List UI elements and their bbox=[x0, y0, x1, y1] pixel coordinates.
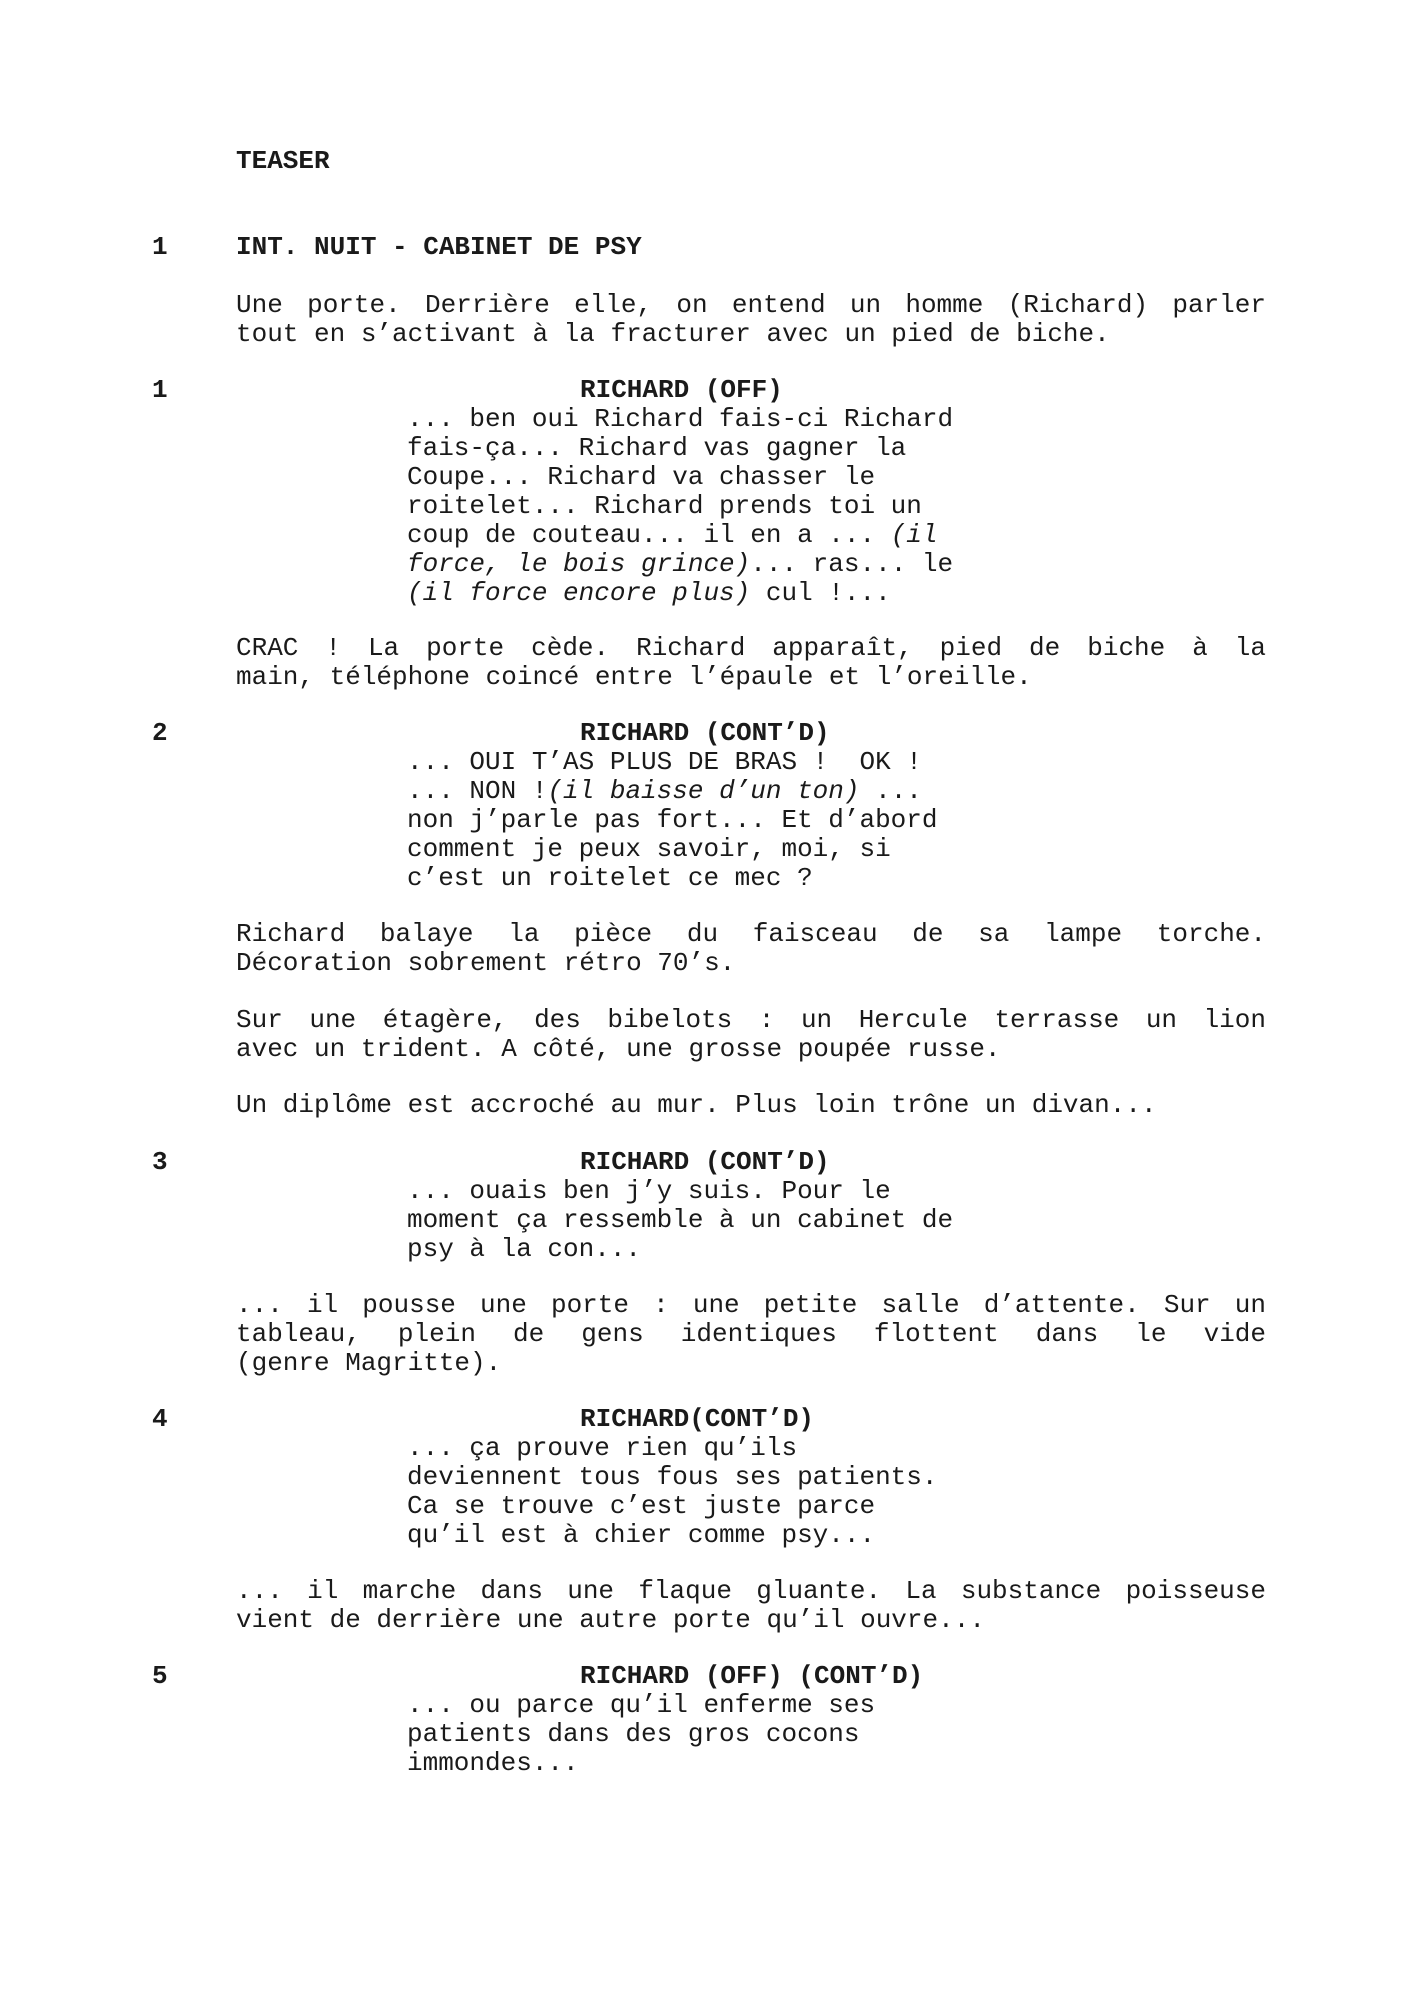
dialogue-line bbox=[407, 1177, 1007, 1206]
dialogue-line bbox=[407, 1235, 1007, 1264]
dialogue-text: ... ben oui Richard fais-ci Richard bbox=[407, 404, 954, 434]
dialogue-line bbox=[407, 1463, 1007, 1492]
dialogue-line bbox=[407, 550, 1007, 579]
dialogue-line bbox=[407, 579, 1007, 608]
action-line: Un diplôme est accroché au mur. Plus loin trône un divan... bbox=[236, 1090, 1157, 1120]
dialogue-number: 3 bbox=[152, 1147, 168, 1177]
dialogue-line bbox=[407, 1521, 1007, 1550]
action-line: ... il marche dans une flaque gluante. La substance poisseuse bbox=[236, 1576, 1266, 1606]
dialogue-line bbox=[407, 806, 1007, 835]
dialogue-text: moment ça ressemble à un cabinet de bbox=[407, 1205, 954, 1235]
dialogue-number: 2 bbox=[152, 718, 168, 748]
dialogue-line bbox=[407, 521, 1007, 550]
action-block bbox=[236, 1091, 1266, 1120]
dialogue-line bbox=[407, 1492, 1007, 1521]
dialogue-block bbox=[407, 1691, 1007, 1778]
character-name: RICHARD(CONT’D) bbox=[580, 1404, 815, 1434]
dialogue-line bbox=[407, 434, 1007, 463]
dialogue-block bbox=[407, 1177, 1007, 1264]
dialogue-line bbox=[407, 1720, 1007, 1749]
dialogue-number: 1 bbox=[152, 375, 168, 405]
dialogue-block bbox=[407, 1434, 1007, 1550]
action-line: main, téléphone coincé entre l’épaule et l’oreille. bbox=[236, 662, 1032, 692]
dialogue-line bbox=[407, 492, 1007, 521]
action-line: (genre Magritte). bbox=[236, 1348, 502, 1378]
dialogue-text: ... ouais ben j’y suis. Pour le bbox=[407, 1176, 891, 1206]
dialogue-line bbox=[407, 463, 1007, 492]
teaser-title: TEASER bbox=[236, 146, 330, 176]
dialogue-line bbox=[407, 864, 1007, 893]
dialogue-text: cul !... bbox=[750, 578, 891, 608]
dialogue-line bbox=[407, 405, 1007, 434]
parenthetical: (il force encore plus) bbox=[407, 578, 751, 608]
dialogue-text: Coupe... Richard va chasser le bbox=[407, 462, 876, 492]
action-block bbox=[236, 291, 1266, 349]
dialogue-line bbox=[407, 777, 1007, 806]
character-name: RICHARD (CONT’D) bbox=[580, 1147, 830, 1177]
dialogue-text: deviennent tous fous ses patients. bbox=[407, 1462, 938, 1492]
parenthetical: force, le bois grince) bbox=[407, 549, 751, 579]
action-block bbox=[236, 1291, 1266, 1378]
dialogue-text: ... ras... le bbox=[750, 549, 954, 579]
character-name: RICHARD (OFF) (CONT’D) bbox=[580, 1661, 924, 1691]
dialogue-text: ... bbox=[859, 776, 922, 806]
dialogue-line bbox=[407, 835, 1007, 864]
dialogue-text: qu’il est à chier comme psy... bbox=[407, 1520, 876, 1550]
dialogue-text: non j’parle pas fort... Et d’abord bbox=[407, 805, 938, 835]
dialogue-number: 5 bbox=[152, 1661, 168, 1691]
dialogue-text: Ca se trouve c’est juste parce bbox=[407, 1491, 876, 1521]
dialogue-text: roitelet... Richard prends toi un bbox=[407, 491, 922, 521]
action-line: avec un trident. A côté, une grosse poupée russe. bbox=[236, 1034, 1001, 1064]
dialogue-line bbox=[407, 1691, 1007, 1720]
scene-heading: INT. NUIT - CABINET DE PSY bbox=[236, 232, 642, 262]
dialogue-text: c’est un roitelet ce mec ? bbox=[407, 863, 813, 893]
character-name: RICHARD (OFF) bbox=[580, 375, 783, 405]
parenthetical: (il baisse d’un ton) bbox=[547, 776, 860, 806]
dialogue-text: coup de couteau... il en a ... bbox=[407, 520, 891, 550]
dialogue-line bbox=[407, 1206, 1007, 1235]
character-name: RICHARD (CONT’D) bbox=[580, 718, 830, 748]
action-line: ... il pousse une porte : une petite salle d’attente. Sur un bbox=[236, 1290, 1266, 1320]
dialogue-block bbox=[407, 748, 1007, 893]
dialogue-text: psy à la con... bbox=[407, 1234, 642, 1264]
dialogue-text: patients dans des gros cocons bbox=[407, 1719, 860, 1749]
action-block bbox=[236, 1006, 1266, 1064]
action-line: Décoration sobrement rétro 70’s. bbox=[236, 948, 736, 978]
action-line: Sur une étagère, des bibelots : un Hercule terrasse un lion bbox=[236, 1005, 1266, 1035]
action-block bbox=[236, 1577, 1266, 1635]
action-line: tableau, plein de gens identiques flottent dans le vide bbox=[236, 1319, 1266, 1349]
dialogue-line bbox=[407, 748, 1007, 777]
dialogue-text: ... ou parce qu’il enferme ses bbox=[407, 1690, 876, 1720]
dialogue-text: ... OUI T’AS PLUS DE BRAS ! OK ! bbox=[407, 747, 922, 777]
dialogue-number: 4 bbox=[152, 1404, 168, 1434]
dialogue-line bbox=[407, 1434, 1007, 1463]
action-block bbox=[236, 920, 1266, 978]
dialogue-text: fais-ça... Richard vas gagner la bbox=[407, 433, 907, 463]
dialogue-line bbox=[407, 1749, 1007, 1778]
dialogue-text: ... ça prouve rien qu’ils bbox=[407, 1433, 798, 1463]
action-line: Une porte. Derrière elle, on entend un homme (Richard) parler bbox=[236, 290, 1266, 320]
action-line: Richard balaye la pièce du faisceau de sa lampe torche. bbox=[236, 919, 1266, 949]
action-block bbox=[236, 634, 1266, 692]
scene-number: 1 bbox=[152, 232, 168, 262]
dialogue-block bbox=[407, 405, 1007, 608]
dialogue-text: immondes... bbox=[407, 1748, 579, 1778]
dialogue-text: ... NON ! bbox=[407, 776, 548, 806]
parenthetical: (il bbox=[890, 520, 938, 550]
action-line: tout en s’activant à la fracturer avec un pied de biche. bbox=[236, 319, 1110, 349]
action-line: CRAC ! La porte cède. Richard apparaît, pied de biche à la bbox=[236, 633, 1266, 663]
dialogue-text: comment je peux savoir, moi, si bbox=[407, 834, 891, 864]
action-line: vient de derrière une autre porte qu’il ouvre... bbox=[236, 1605, 985, 1635]
